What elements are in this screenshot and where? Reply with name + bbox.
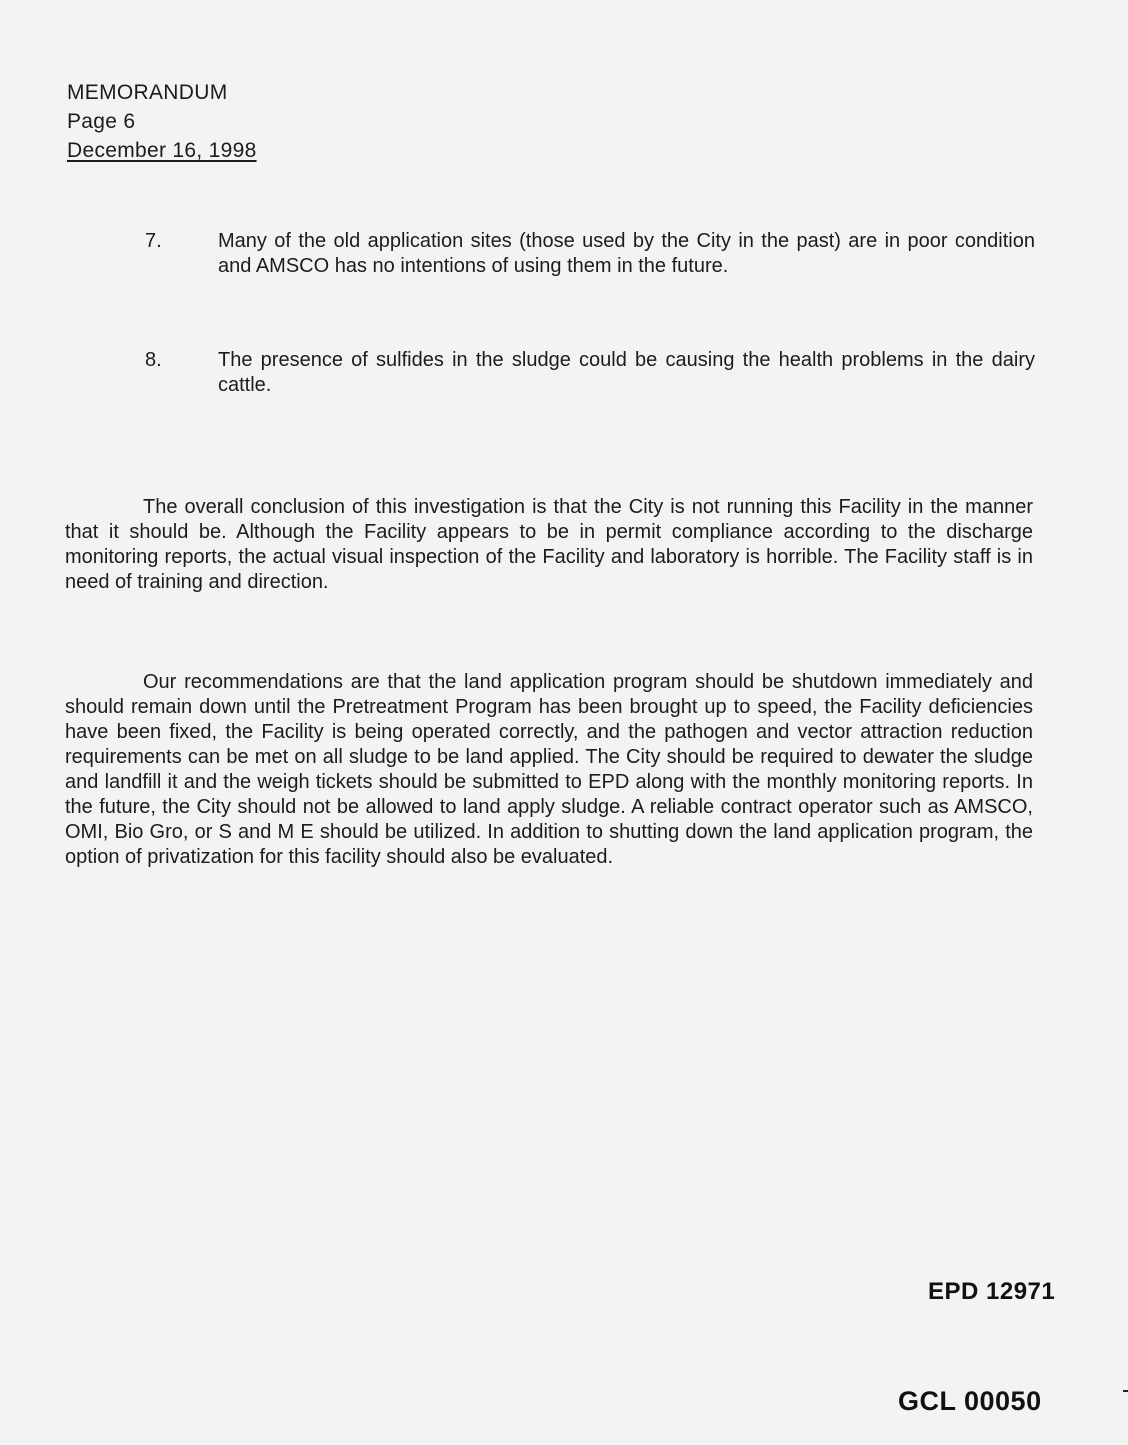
memo-header (67, 78, 257, 165)
gcl-bates-stamp: GCL 00050 (898, 1386, 1042, 1416)
conclusion-text: The overall conclusion of this investigation is that the City is not running this Facility in the manner that it should be. Although the Facility appears to be in permit compliance according to the discharge monitoring reports, the actual visual inspection of the Facility and laboratory is horrible. The Facility staff is in need of training and direction. (65, 496, 1033, 593)
memo-title: MEMORANDUM (67, 81, 228, 104)
list-item-number: 8. (145, 349, 162, 371)
recommendations-text: Our recommendations are that the land application program should be shutdown immediately and should remain down until the Pretreatment Program has been brought up to speed, the Facility deficiencies have been fixed, the Facility is being operated correctly, and the pathogen and vector attraction reduction requirements can be met on all sludge to be land applied. The City should be required to dewater the sludge and landfill it and the weigh tickets should be submitted to EPD along with the monthly monitoring reports. In the future, the City should not be allowed to land apply sludge. A reliable contract operator such as AMSCO, OMI, Bio Gro, or S and M E should be utilized. In addition to shutting down the land application program, the option of privatization for this facility should also be evaluated. (65, 671, 1033, 868)
list-item-text: Many of the old application sites (those used by the City in the past) are in poor condition and AMSCO has no intentions of using them in the future. (218, 230, 1035, 277)
list-item (145, 348, 1035, 398)
page-number: Page 6 (67, 110, 136, 133)
list-item (145, 229, 1035, 279)
list-item-text: The presence of sulfides in the sludge could be causing the health problems in the dairy cattle. (218, 349, 1035, 396)
conclusion-paragraph (65, 495, 1033, 595)
list-item-number: 7. (145, 230, 162, 252)
scan-mark (1123, 1390, 1128, 1392)
recommendations-paragraph (65, 670, 1033, 870)
epd-bates-stamp: EPD 12971 (928, 1278, 1056, 1305)
memo-date: December 16, 1998 (67, 139, 257, 162)
